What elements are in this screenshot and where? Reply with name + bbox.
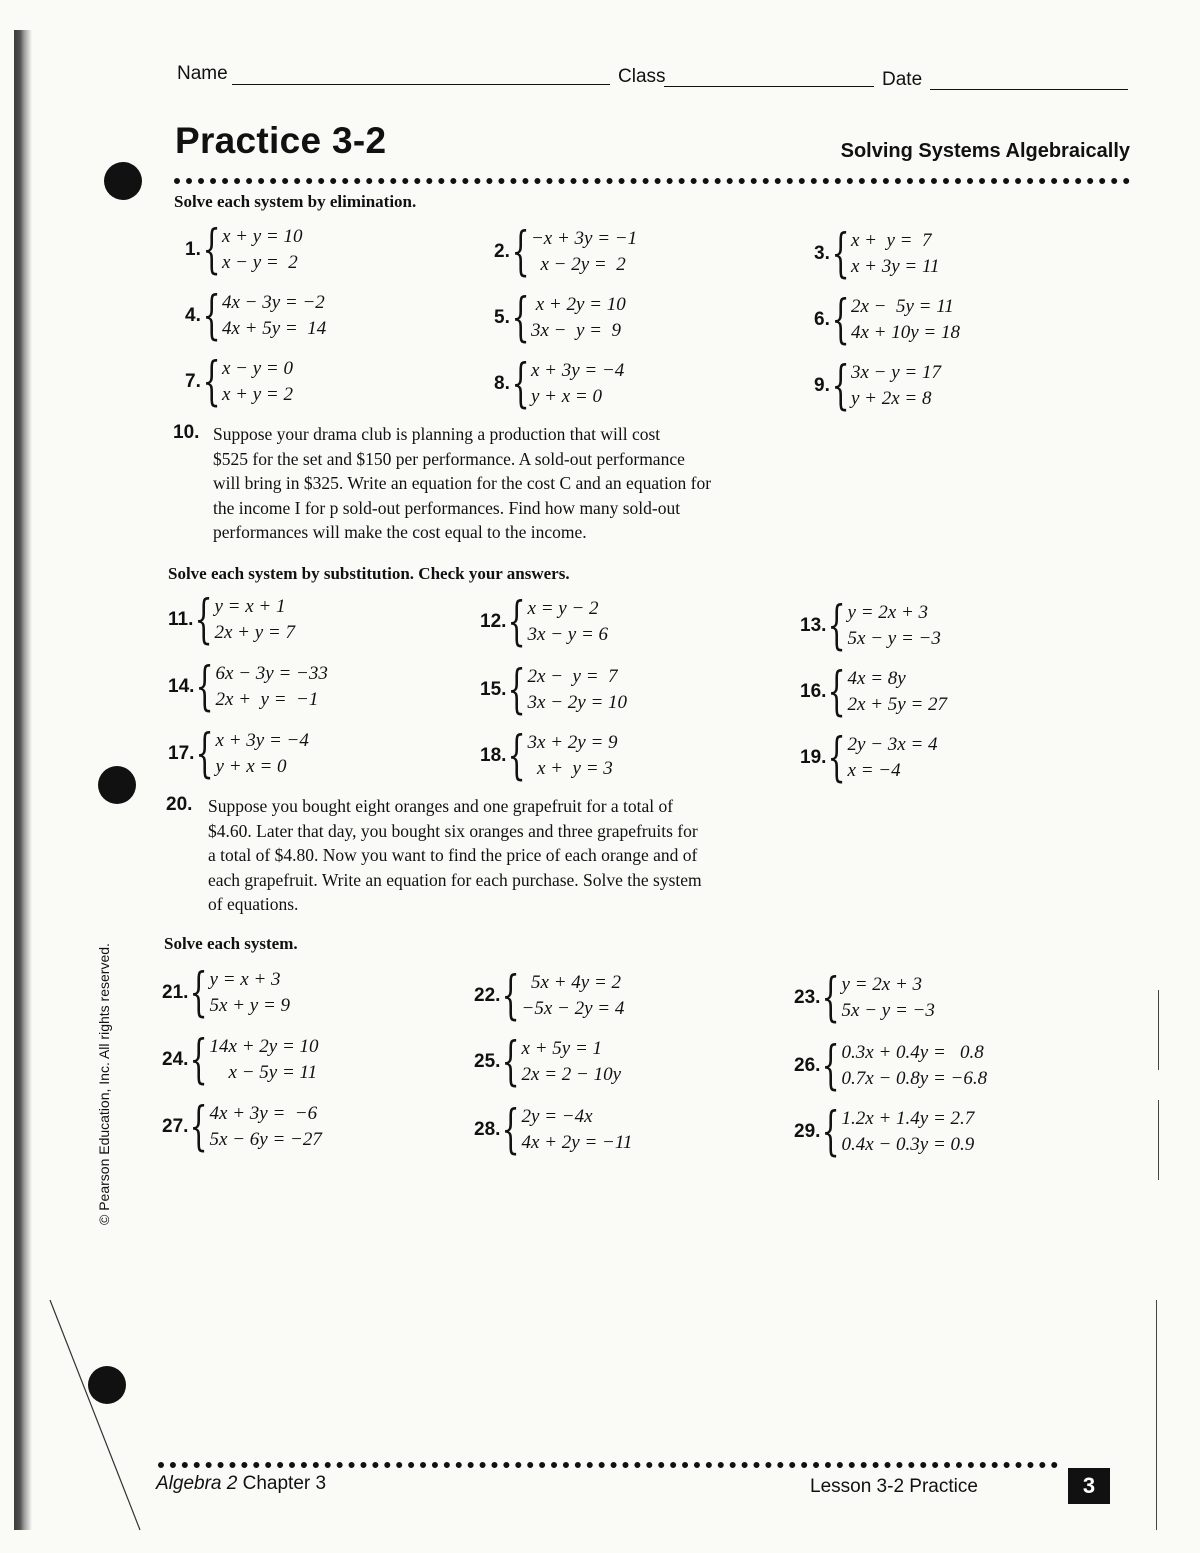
problem-28 <box>474 1100 633 1160</box>
brace-icon: { <box>501 1100 521 1160</box>
brace-icon: { <box>827 728 847 788</box>
equation: 4x + 5y = 14 <box>221 318 327 339</box>
brace-icon: { <box>831 224 850 284</box>
equation: 3x − y = 6 <box>527 624 609 645</box>
brace-icon: { <box>507 592 527 652</box>
problem-17 <box>168 724 309 784</box>
class-field[interactable] <box>664 86 874 87</box>
problem-number: 16. <box>800 681 827 702</box>
binder-hole-top <box>104 162 142 200</box>
problem-number: 15. <box>480 679 507 700</box>
problem-number: 12. <box>480 611 507 632</box>
problem-8 <box>494 354 625 414</box>
problem-number: 20. <box>166 794 193 815</box>
problem-number: 8. <box>494 373 510 394</box>
problem-number: 29. <box>794 1121 821 1142</box>
equation: x = y − 2 <box>527 598 599 619</box>
footer-lesson: Lesson 3-2 Practice <box>810 1476 978 1497</box>
word-problem-line: $4.60. Later that day, you bought six oranges and three grapefruits for <box>208 820 698 841</box>
problem-9 <box>814 356 941 416</box>
problem-number: 2. <box>494 241 510 262</box>
equation: 2x + y = −1 <box>215 689 319 710</box>
equation: 2x + y = 7 <box>214 622 295 643</box>
equation: y + 2x = 8 <box>850 388 932 409</box>
word-problem-20 <box>208 794 828 917</box>
word-problem-line: each grapefruit. Write an equation for each purchase. Solve the system <box>208 869 702 890</box>
problem-27 <box>162 1097 322 1157</box>
word-problem-line: Suppose your drama club is planning a production that will cost <box>213 424 661 444</box>
brace-icon: { <box>511 354 530 414</box>
problem-3 <box>814 224 940 284</box>
problem-number: 11. <box>168 609 194 630</box>
footer-chapter: Chapter 3 <box>237 1473 327 1494</box>
copyright-notice: © Pearson Education, Inc. All rights reserved. <box>96 943 112 1225</box>
footer-book-title <box>156 1473 326 1495</box>
problem-11 <box>168 590 295 650</box>
scan-right-mark <box>1158 1100 1159 1180</box>
scan-right-mark <box>1158 990 1159 1070</box>
binder-hole-middle <box>98 766 136 804</box>
problem-19 <box>800 728 938 788</box>
brace-icon: { <box>189 963 209 1023</box>
equation: 0.4x − 0.3y = 0.9 <box>841 1134 975 1155</box>
problem-29 <box>794 1102 975 1162</box>
equation: y + x = 0 <box>215 756 287 777</box>
problem-22 <box>474 966 625 1026</box>
equation: 4x + 10y = 18 <box>850 322 960 343</box>
equation: x + 3y = −4 <box>530 360 625 381</box>
brace-icon: { <box>195 657 215 717</box>
equation: y = 2x + 3 <box>841 974 923 995</box>
problem-number: 26. <box>794 1055 821 1076</box>
problem-number: 27. <box>162 1116 189 1137</box>
problem-number: 25. <box>474 1051 501 1072</box>
problem-2 <box>494 222 638 282</box>
brace-icon: { <box>831 290 850 350</box>
brace-icon: { <box>202 286 221 346</box>
brace-icon: { <box>827 662 847 722</box>
problem-18 <box>480 726 618 786</box>
equation: x + 3y = 11 <box>850 256 940 277</box>
word-problem-line: of equations. <box>208 894 299 914</box>
equation: 3x − y = 9 <box>530 320 621 341</box>
equation: 6x − 3y = −33 <box>215 663 328 684</box>
problem-number: 19. <box>800 747 827 768</box>
equation: 3x − y = 17 <box>850 362 941 383</box>
equation: 5x + y = 9 <box>209 995 291 1016</box>
problem-number: 17. <box>168 743 195 764</box>
problem-number: 10. <box>173 422 200 443</box>
equation: y = 2x + 3 <box>847 602 929 623</box>
equation: x + y = 2 <box>221 384 293 405</box>
problem-number: 1. <box>185 239 201 260</box>
equation: 2y = −4x <box>521 1106 593 1127</box>
equation: x − 2y = 2 <box>530 254 626 275</box>
problem-26 <box>794 1036 988 1096</box>
equation: 4x + 2y = −11 <box>521 1132 633 1153</box>
equation: 4x = 8y <box>847 668 906 689</box>
problem-number: 28. <box>474 1119 501 1140</box>
equation: 5x − 6y = −27 <box>209 1129 322 1150</box>
word-problem-line: a total of $4.80. Now you want to find the price of each orange and of <box>208 845 698 865</box>
equation: y + x = 0 <box>530 386 602 407</box>
problem-number: 14. <box>168 676 195 697</box>
brace-icon: { <box>821 1036 841 1096</box>
equation: x − y = 2 <box>221 252 298 273</box>
equation: x − y = 0 <box>221 358 293 379</box>
problem-1 <box>185 220 303 280</box>
equation: x + y = 7 <box>850 230 932 251</box>
problem-4 <box>185 286 327 346</box>
problem-21 <box>162 963 291 1023</box>
equation: x + y = 10 <box>221 226 303 247</box>
name-label: Name <box>177 63 228 84</box>
word-problem-line: the income I for p sold-out performances. Find how many sold-out <box>213 497 681 518</box>
brace-icon: { <box>501 966 521 1026</box>
equation: 5x − y = −3 <box>847 628 941 649</box>
equation: 2x + 5y = 27 <box>847 694 948 715</box>
problem-number: 13. <box>800 615 827 636</box>
brace-icon: { <box>202 352 221 412</box>
problem-23 <box>794 968 935 1028</box>
equation: 1.2x + 1.4y = 2.7 <box>841 1108 975 1129</box>
equation: −5x − 2y = 4 <box>521 998 625 1019</box>
brace-icon: { <box>511 288 530 348</box>
class-label: Class <box>618 66 666 87</box>
problem-number: 23. <box>794 987 821 1008</box>
equation: 3x + 2y = 9 <box>527 732 618 753</box>
page-title: Practice 3-2 <box>175 120 387 161</box>
equation: 5x − y = −3 <box>841 1000 935 1021</box>
problem-number: 6. <box>814 309 830 330</box>
word-problem-line: performances will make the cost equal to the income. <box>213 522 587 542</box>
brace-icon: { <box>195 724 215 784</box>
brace-icon: { <box>831 356 850 416</box>
equation: 0.7x − 0.8y = −6.8 <box>841 1068 988 1089</box>
problem-number: 22. <box>474 985 501 1006</box>
date-label: Date <box>882 69 923 90</box>
problem-7 <box>185 352 293 412</box>
equation: 2x = 2 − 10y <box>521 1064 622 1085</box>
page-number: 3 <box>1068 1468 1110 1504</box>
word-problem-line: Suppose you bought eight oranges and one grapefruit for a total of <box>208 796 674 816</box>
problem-5 <box>494 288 626 348</box>
problem-number: 18. <box>480 745 507 766</box>
equation: 2x − 5y = 11 <box>850 296 954 317</box>
problem-24 <box>162 1030 319 1090</box>
problem-number: 24. <box>162 1049 189 1070</box>
equation: x + 2y = 10 <box>530 294 626 315</box>
problem-16 <box>800 662 948 722</box>
section-instruction: Solve each system. <box>164 934 298 953</box>
section-instruction: Solve each system by elimination. <box>174 192 417 211</box>
brace-icon: { <box>507 660 527 720</box>
problem-number: 5. <box>494 307 510 328</box>
problem-number: 3. <box>814 243 830 264</box>
equation: 5x + 4y = 2 <box>521 972 622 993</box>
problem-12 <box>480 592 609 652</box>
date-field[interactable] <box>930 89 1128 90</box>
section-instruction: Solve each system by substitution. Check your answers. <box>168 564 570 583</box>
equation: 2y − 3x = 4 <box>847 734 938 755</box>
brace-icon: { <box>821 1102 841 1162</box>
equation: y = x + 3 <box>209 969 281 990</box>
equation: y = x + 1 <box>214 596 286 617</box>
problem-14 <box>168 657 328 717</box>
footer-book-name: Algebra 2 <box>156 1473 238 1494</box>
equation: 4x − 3y = −2 <box>221 292 325 313</box>
problem-number: 7. <box>185 371 201 392</box>
word-problem-line: will bring in $325. Write an equation for the cost C and an equation for <box>213 473 712 493</box>
equation: x + y = 3 <box>527 758 613 779</box>
brace-icon: { <box>189 1030 209 1090</box>
title-divider <box>174 178 1130 184</box>
brace-icon: { <box>507 726 527 786</box>
word-problem-10 <box>213 422 833 545</box>
equation: x − 5y = 11 <box>209 1062 318 1083</box>
brace-icon: { <box>501 1032 521 1092</box>
brace-icon: { <box>827 596 847 656</box>
name-field[interactable] <box>232 84 610 85</box>
problem-number: 21. <box>162 982 189 1003</box>
brace-icon: { <box>202 220 221 280</box>
equation: −x + 3y = −1 <box>530 228 638 249</box>
brace-icon: { <box>194 590 214 650</box>
equation: 2x − y = 7 <box>527 666 618 687</box>
scan-crease-line <box>40 1290 160 1540</box>
equation: x + 5y = 1 <box>521 1038 603 1059</box>
problem-15 <box>480 660 628 720</box>
equation: x = −4 <box>847 760 901 781</box>
equation: 4x + 3y = −6 <box>209 1103 318 1124</box>
equation: x + 3y = −4 <box>215 730 309 751</box>
footer-divider <box>158 1462 1058 1468</box>
page-subtitle: Solving Systems Algebraically <box>840 140 1130 162</box>
equation: 0.3x + 0.4y = 0.8 <box>841 1042 984 1063</box>
brace-icon: { <box>511 222 530 282</box>
problem-25 <box>474 1032 622 1092</box>
brace-icon: { <box>821 968 841 1028</box>
problem-number: 9. <box>814 375 830 396</box>
word-problem-line: $525 for the set and $150 per performance. A sold-out performance <box>213 448 685 469</box>
equation: 3x − 2y = 10 <box>527 692 628 713</box>
problem-number: 4. <box>185 305 201 326</box>
equation: 14x + 2y = 10 <box>209 1036 319 1057</box>
scan-right-mark <box>1156 1300 1157 1530</box>
problem-13 <box>800 596 941 656</box>
brace-icon: { <box>189 1097 209 1157</box>
problem-6 <box>814 290 960 350</box>
